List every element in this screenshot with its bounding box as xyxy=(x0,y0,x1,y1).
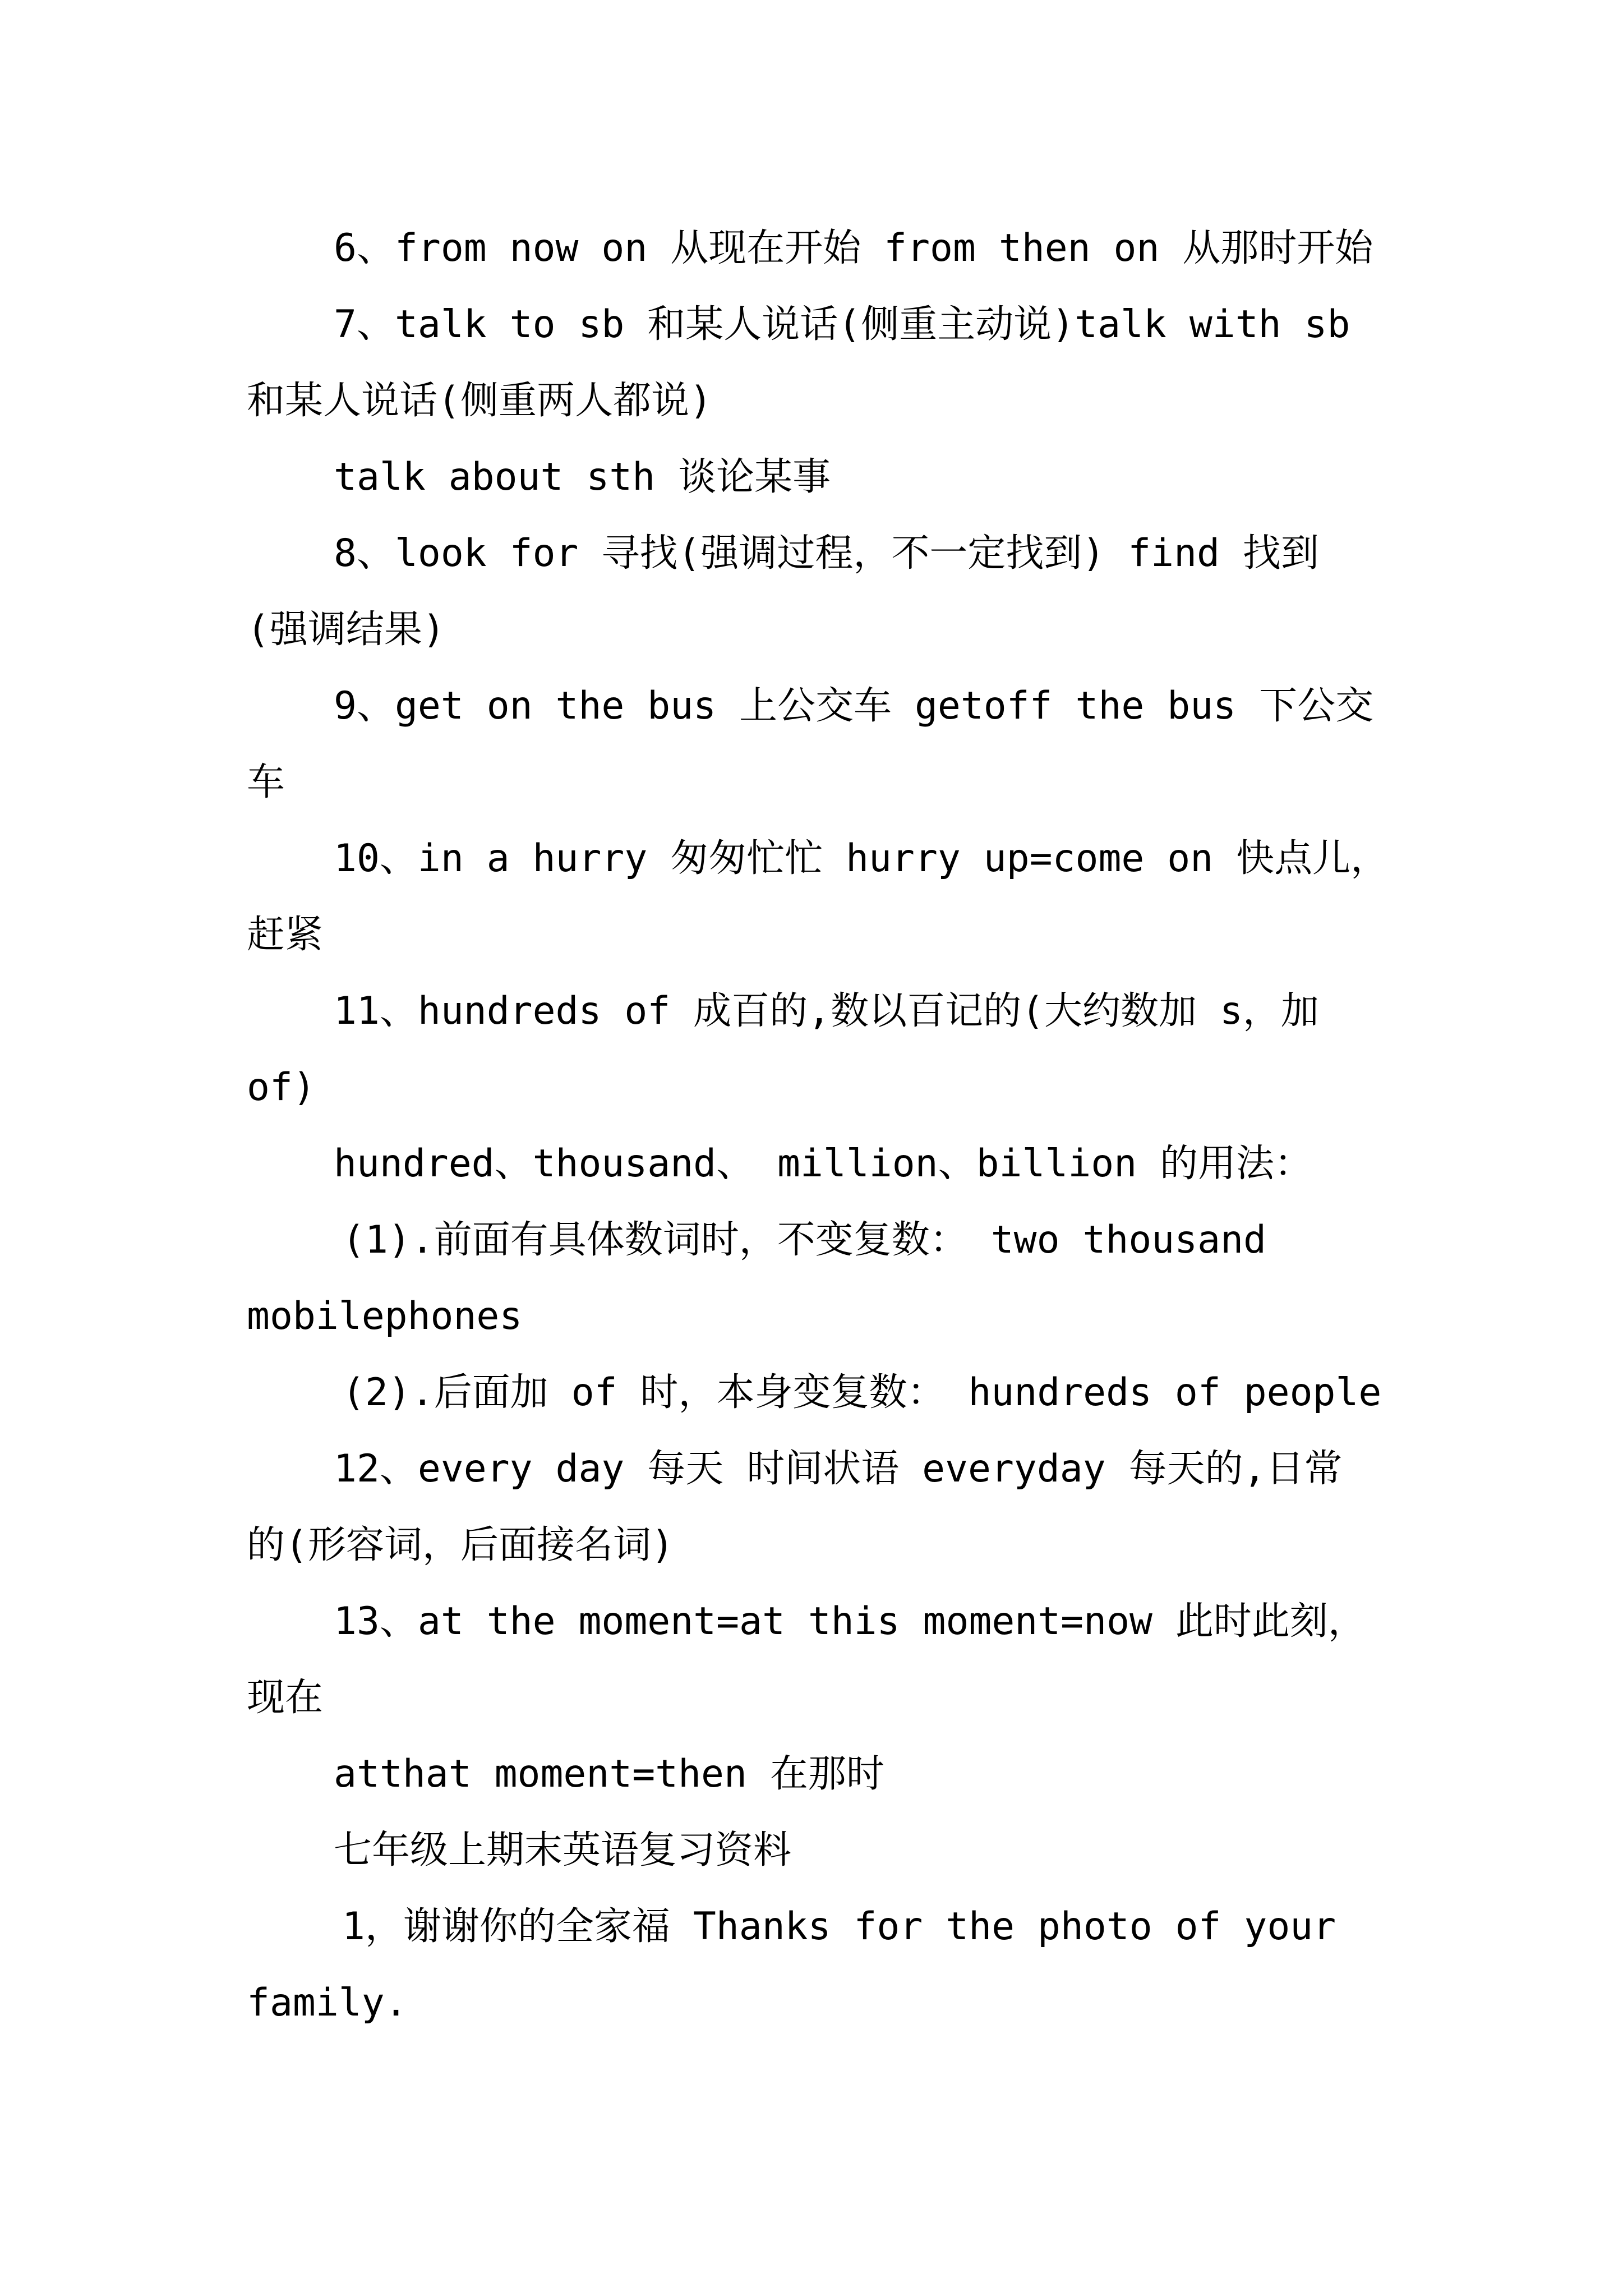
text-line: (1).前面有具体数词时，不变复数： two thousand xyxy=(342,1218,1266,1262)
text-line: 的(形容词，后面接名词) xyxy=(247,1523,674,1567)
text-line: of) xyxy=(247,1065,316,1110)
text-line: atthat moment=then 在那时 xyxy=(334,1752,884,1796)
text-line: 现在 xyxy=(247,1676,324,1720)
text-line: mobilephones xyxy=(247,1294,523,1338)
text-line: 9、get on the bus 上公交车 getoff the bus 下公交 xyxy=(334,684,1374,728)
text-line: 7、talk to sb 和某人说话(侧重主动说)talk with sb xyxy=(334,302,1350,347)
text-line: (强调结果) xyxy=(247,608,445,652)
text-line: 赶紧 xyxy=(247,913,324,957)
text-line: (2).后面加 of 时，本身变复数： hundreds of people xyxy=(342,1370,1382,1415)
text-line: 11、hundreds of 成百的,数以百记的(大约数加 s，加 xyxy=(334,989,1319,1033)
text-line: 和某人说话(侧重两人都说) xyxy=(247,379,712,423)
document-body xyxy=(247,210,1389,2041)
text-line: 1，谢谢你的全家福 Thanks for the photo of your xyxy=(342,1904,1336,1949)
text-line: talk about sth 谈论某事 xyxy=(334,455,831,499)
section-heading: 七年级上期末英语复习资料 xyxy=(334,1828,792,1872)
text-line: 12、every day 每天 时间状语 everyday 每天的,日常 xyxy=(334,1447,1343,1491)
text-line: 13、at the moment=at this moment=now 此时此刻， xyxy=(334,1599,1366,1644)
text-line: 10、in a hurry 匆匆忙忙 hurry up=come on 快点儿， xyxy=(334,836,1389,881)
text-line: 车 xyxy=(247,760,285,804)
text-line: hundred、thousand、 million、billion 的用法： xyxy=(334,1142,1313,1186)
text-line: family. xyxy=(247,1981,408,2025)
text-line: 6、from now on 从现在开始 from then on 从那时开始 xyxy=(334,226,1373,270)
text-line: 8、look for 寻找(强调过程，不一定找到) find 找到 xyxy=(334,531,1319,576)
